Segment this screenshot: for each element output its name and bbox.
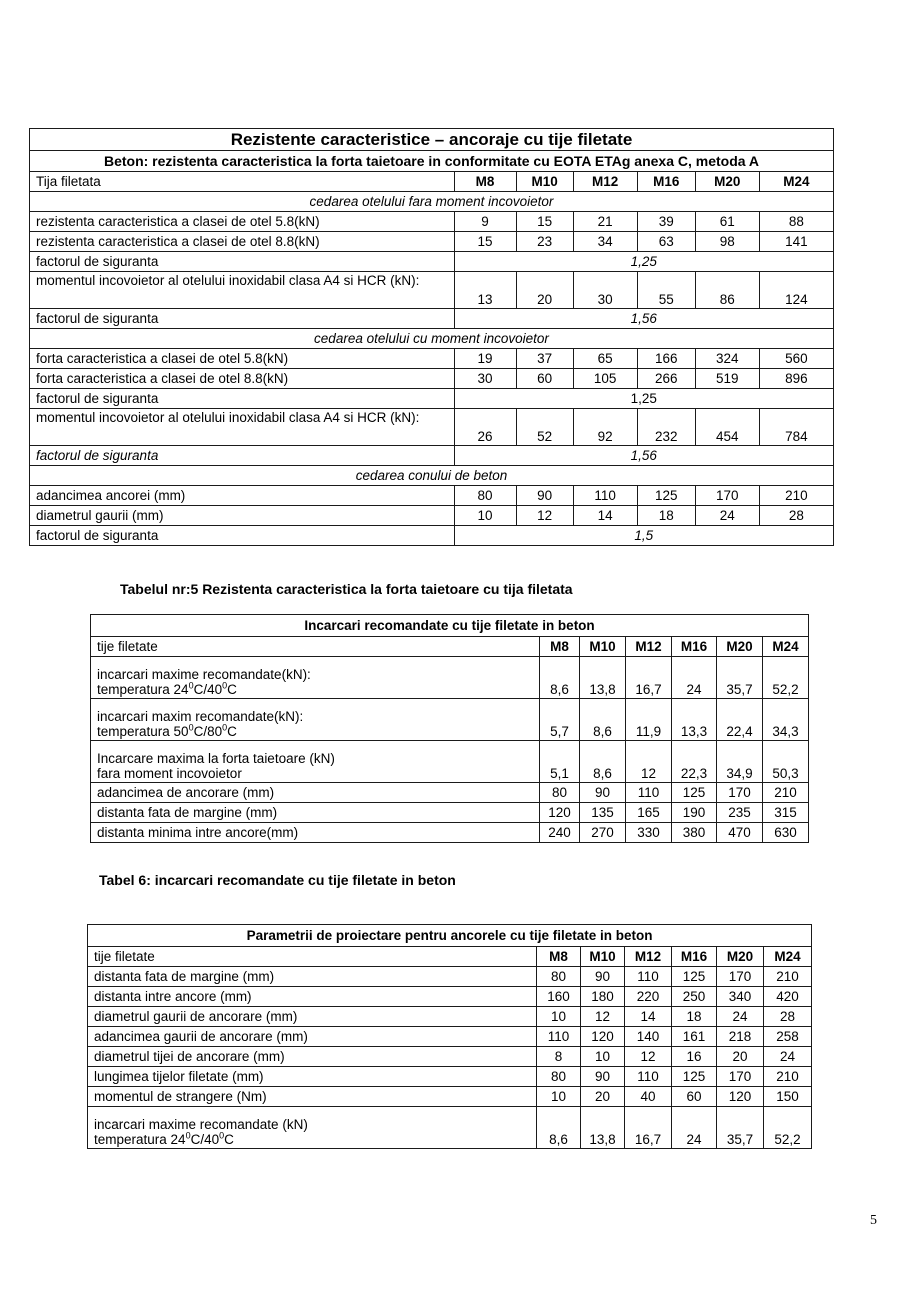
row-label: forta caracteristica a clasei de otel 8.8(kN) xyxy=(30,369,455,389)
cell: 20 xyxy=(581,1087,625,1107)
cell: 630 xyxy=(763,823,809,843)
degree-sup: 0 xyxy=(222,680,228,691)
cell: 80 xyxy=(537,967,581,987)
table-row xyxy=(91,741,809,783)
degree-sup: 0 xyxy=(188,680,194,691)
cell: 470 xyxy=(717,823,763,843)
degree-sup: 0 xyxy=(185,1130,191,1141)
label-line: fara moment incovoietor xyxy=(97,766,242,781)
cell: 9 xyxy=(454,212,516,232)
label-text: C/80 xyxy=(193,724,223,739)
col-m10: M10 xyxy=(516,172,573,192)
cell: 232 xyxy=(637,409,695,446)
label-line: incarcari maxim recomandate(kN): xyxy=(97,709,304,724)
cell: 5,7 xyxy=(540,699,580,741)
label-text: C xyxy=(227,682,237,697)
row-label xyxy=(91,741,540,783)
cell: 5,1 xyxy=(540,741,580,783)
cell: 24 xyxy=(672,1107,717,1149)
table-row xyxy=(91,657,809,699)
label-text: temperatura 24 xyxy=(94,1132,186,1147)
cell: 218 xyxy=(717,1027,764,1047)
cell: 92 xyxy=(573,409,637,446)
cell: 124 xyxy=(759,272,833,309)
label-text: C/40 xyxy=(193,682,223,697)
cell: 16,7 xyxy=(625,1107,672,1149)
cell: 120 xyxy=(540,803,580,823)
cell: 105 xyxy=(573,369,637,389)
cell: 12 xyxy=(581,1007,625,1027)
table-row xyxy=(30,232,834,252)
cell: 170 xyxy=(717,967,764,987)
label-text: C/40 xyxy=(190,1132,220,1147)
row-label: adancimea ancorei (mm) xyxy=(30,486,455,506)
cell: 12 xyxy=(625,1047,672,1067)
row-label: factorul de siguranta xyxy=(30,252,455,272)
safety-factor-value: 1,5 xyxy=(454,526,834,546)
table-row xyxy=(88,967,812,987)
cell: 180 xyxy=(581,987,625,1007)
table-row xyxy=(88,1107,812,1149)
cell: 120 xyxy=(717,1087,764,1107)
cell: 340 xyxy=(717,987,764,1007)
row-label: rezistenta caracteristica a clasei de otel 8.8(kN) xyxy=(30,232,455,252)
cell: 8 xyxy=(537,1047,581,1067)
col-m24: M24 xyxy=(759,172,833,192)
cell: 125 xyxy=(672,783,717,803)
cell: 110 xyxy=(626,783,672,803)
cell: 20 xyxy=(516,272,573,309)
cell: 24 xyxy=(764,1047,812,1067)
cell: 28 xyxy=(759,506,833,526)
cell: 141 xyxy=(759,232,833,252)
col-m8: M8 xyxy=(540,637,580,657)
col-m24: M24 xyxy=(763,637,809,657)
cell: 170 xyxy=(695,486,759,506)
cell: 26 xyxy=(454,409,516,446)
safety-factor-value: 1,56 xyxy=(454,309,834,329)
cell: 10 xyxy=(537,1087,581,1107)
cell: 80 xyxy=(454,486,516,506)
cell: 170 xyxy=(717,1067,764,1087)
cell: 250 xyxy=(672,987,717,1007)
label-text: temperatura 50 xyxy=(97,724,189,739)
cell: 135 xyxy=(580,803,626,823)
cell: 140 xyxy=(625,1027,672,1047)
row-label: lungimea tijelor filetate (mm) xyxy=(88,1067,537,1087)
cell: 210 xyxy=(764,967,812,987)
label-line: incarcari maxime recomandate (kN) xyxy=(94,1117,308,1132)
cell: 22,3 xyxy=(672,741,717,783)
cell: 210 xyxy=(759,486,833,506)
degree-sup: 0 xyxy=(188,722,194,733)
cell: 210 xyxy=(764,1067,812,1087)
label-text: C xyxy=(227,724,237,739)
table-row xyxy=(91,699,809,741)
label-line xyxy=(94,1132,530,1147)
cell: 125 xyxy=(637,486,695,506)
row-label: momentul incovoietor al otelului inoxidabil clasa A4 si HCR (kN): xyxy=(30,272,455,309)
cell: 380 xyxy=(672,823,717,843)
table-row xyxy=(30,252,834,272)
col-m10: M10 xyxy=(581,947,625,967)
cell: 21 xyxy=(573,212,637,232)
cell: 14 xyxy=(625,1007,672,1027)
cell: 24 xyxy=(717,1007,764,1027)
safety-factor-value: 1,56 xyxy=(454,446,834,466)
cell: 240 xyxy=(540,823,580,843)
safety-factor-value: 1,25 xyxy=(454,252,834,272)
cell: 52,2 xyxy=(763,657,809,699)
recommended-loads-table xyxy=(90,614,809,843)
cell: 80 xyxy=(537,1067,581,1087)
table-row xyxy=(91,783,809,803)
cell: 34 xyxy=(573,232,637,252)
col-m12: M12 xyxy=(626,637,672,657)
cell: 110 xyxy=(537,1027,581,1047)
cell: 14 xyxy=(573,506,637,526)
cell: 65 xyxy=(573,349,637,369)
col-m16: M16 xyxy=(672,947,717,967)
row-label: factorul de siguranta xyxy=(30,309,455,329)
row-label: momentul de strangere (Nm) xyxy=(88,1087,537,1107)
cell: 28 xyxy=(764,1007,812,1027)
table-row xyxy=(88,1087,812,1107)
cell: 16,7 xyxy=(626,657,672,699)
cell: 13 xyxy=(454,272,516,309)
header-label: tije filetate xyxy=(88,947,537,967)
cell: 52 xyxy=(516,409,573,446)
cell: 8,6 xyxy=(537,1107,581,1149)
cell: 110 xyxy=(625,1067,672,1087)
cell: 98 xyxy=(695,232,759,252)
cell: 35,7 xyxy=(717,1107,764,1149)
cell: 24 xyxy=(695,506,759,526)
cell: 22,4 xyxy=(717,699,763,741)
table-title: Rezistente caracteristice – ancoraje cu tije filetate xyxy=(30,129,834,151)
cell: 13,3 xyxy=(672,699,717,741)
table-row xyxy=(91,823,809,843)
row-label: diametrul gaurii (mm) xyxy=(30,506,455,526)
cell: 166 xyxy=(637,349,695,369)
row-label: factorul de siguranta xyxy=(30,526,455,546)
cell: 165 xyxy=(626,803,672,823)
cell: 55 xyxy=(637,272,695,309)
row-label: distanta minima intre ancore(mm) xyxy=(91,823,540,843)
degree-sup: 0 xyxy=(219,1130,225,1141)
row-label xyxy=(91,657,540,699)
row-label: distanta fata de margine (mm) xyxy=(88,967,537,987)
col-m8: M8 xyxy=(537,947,581,967)
row-label: forta caracteristica a clasei de otel 5.8(kN) xyxy=(30,349,455,369)
cell: 16 xyxy=(672,1047,717,1067)
cell: 90 xyxy=(581,967,625,987)
cell: 266 xyxy=(637,369,695,389)
cell: 24 xyxy=(672,657,717,699)
row-label xyxy=(91,699,540,741)
cell: 150 xyxy=(764,1087,812,1107)
cell: 90 xyxy=(580,783,626,803)
safety-factor-value: 1,25 xyxy=(454,389,834,409)
cell: 52,2 xyxy=(764,1107,812,1149)
cell: 61 xyxy=(695,212,759,232)
table-row xyxy=(30,212,834,232)
cell: 420 xyxy=(764,987,812,1007)
cell: 63 xyxy=(637,232,695,252)
cell: 60 xyxy=(672,1087,717,1107)
row-label: factorul de siguranta xyxy=(30,389,455,409)
col-m24: M24 xyxy=(764,947,812,967)
table-row xyxy=(30,409,834,446)
row-label: factorul de siguranta xyxy=(30,446,455,466)
cell: 13,8 xyxy=(581,1107,625,1149)
cell: 11,9 xyxy=(626,699,672,741)
header-row xyxy=(91,637,809,657)
cell: 784 xyxy=(759,409,833,446)
cell: 13,8 xyxy=(580,657,626,699)
row-label xyxy=(88,1107,537,1149)
header-row xyxy=(88,947,812,967)
table-row xyxy=(30,309,834,329)
section-heading: cedarea otelului cu moment incovoietor xyxy=(30,329,834,349)
cell: 37 xyxy=(516,349,573,369)
table-row xyxy=(88,1027,812,1047)
cell: 125 xyxy=(672,1067,717,1087)
characteristic-resistance-table xyxy=(29,128,834,546)
table-row xyxy=(30,486,834,506)
cell: 330 xyxy=(626,823,672,843)
cell: 315 xyxy=(763,803,809,823)
cell: 190 xyxy=(672,803,717,823)
cell: 110 xyxy=(573,486,637,506)
cell: 80 xyxy=(540,783,580,803)
table-row xyxy=(88,1067,812,1087)
row-label: momentul incovoietor al otelului inoxidabil clasa A4 si HCR (kN): xyxy=(30,409,455,446)
cell: 560 xyxy=(759,349,833,369)
cell: 8,6 xyxy=(580,741,626,783)
cell: 519 xyxy=(695,369,759,389)
header-label: tije filetate xyxy=(91,637,540,657)
col-m12: M12 xyxy=(573,172,637,192)
cell: 324 xyxy=(695,349,759,369)
cell: 170 xyxy=(717,783,763,803)
col-m20: M20 xyxy=(717,947,764,967)
cell: 34,9 xyxy=(717,741,763,783)
table-row xyxy=(30,369,834,389)
label-line xyxy=(97,724,533,739)
table-row xyxy=(30,446,834,466)
cell: 88 xyxy=(759,212,833,232)
table-row xyxy=(30,506,834,526)
table-row xyxy=(30,272,834,309)
cell: 270 xyxy=(580,823,626,843)
table-row xyxy=(30,389,834,409)
cell: 161 xyxy=(672,1027,717,1047)
table-title: Incarcari recomandate cu tije filetate in beton xyxy=(91,615,809,637)
col-m8: M8 xyxy=(454,172,516,192)
table-row xyxy=(30,526,834,546)
cell: 60 xyxy=(516,369,573,389)
cell: 220 xyxy=(625,987,672,1007)
cell: 30 xyxy=(573,272,637,309)
cell: 19 xyxy=(454,349,516,369)
col-m10: M10 xyxy=(580,637,626,657)
label-line xyxy=(97,682,533,697)
row-label: adancimea de ancorare (mm) xyxy=(91,783,540,803)
label-line: Incarcare maxima la forta taietoare (kN) xyxy=(97,751,335,766)
cell: 10 xyxy=(454,506,516,526)
col-m20: M20 xyxy=(717,637,763,657)
cell: 235 xyxy=(717,803,763,823)
cell: 20 xyxy=(717,1047,764,1067)
cell: 12 xyxy=(516,506,573,526)
cell: 210 xyxy=(763,783,809,803)
label-line: incarcari maxime recomandate(kN): xyxy=(97,667,311,682)
row-label: diametrul gaurii de ancorare (mm) xyxy=(88,1007,537,1027)
row-label: distanta intre ancore (mm) xyxy=(88,987,537,1007)
cell: 40 xyxy=(625,1087,672,1107)
design-parameters-table xyxy=(87,924,812,1149)
cell: 86 xyxy=(695,272,759,309)
section-heading: cedarea conului de beton xyxy=(30,466,834,486)
cell: 35,7 xyxy=(717,657,763,699)
cell: 10 xyxy=(537,1007,581,1027)
table-row xyxy=(88,1047,812,1067)
label-text: C xyxy=(224,1132,234,1147)
cell: 8,6 xyxy=(580,699,626,741)
cell: 23 xyxy=(516,232,573,252)
cell: 15 xyxy=(454,232,516,252)
row-label: adancimea gaurii de ancorare (mm) xyxy=(88,1027,537,1047)
col-m16: M16 xyxy=(672,637,717,657)
cell: 34,3 xyxy=(763,699,809,741)
col-m12: M12 xyxy=(625,947,672,967)
table-caption: Tabelul nr:5 Rezistenta caracteristica la forta taietoare cu tija filetata xyxy=(120,581,573,597)
table-row xyxy=(91,803,809,823)
table-subtitle: Beton: rezistenta caracteristica la forta taietoare in conformitate cu EOTA ETAg anexa C, metoda A xyxy=(30,151,834,172)
page-number: 5 xyxy=(870,1213,877,1228)
cell: 50,3 xyxy=(763,741,809,783)
cell: 258 xyxy=(764,1027,812,1047)
cell: 18 xyxy=(672,1007,717,1027)
cell: 15 xyxy=(516,212,573,232)
cell: 90 xyxy=(581,1067,625,1087)
row-label: distanta fata de margine (mm) xyxy=(91,803,540,823)
cell: 10 xyxy=(581,1047,625,1067)
table-title: Parametrii de proiectare pentru ancorele cu tije filetate in beton xyxy=(88,925,812,947)
table-row xyxy=(88,1007,812,1027)
table-row xyxy=(88,987,812,1007)
cell: 120 xyxy=(581,1027,625,1047)
row-label: rezistenta caracteristica a clasei de otel 5.8(kN) xyxy=(30,212,455,232)
cell: 30 xyxy=(454,369,516,389)
cell: 12 xyxy=(626,741,672,783)
cell: 125 xyxy=(672,967,717,987)
cell: 18 xyxy=(637,506,695,526)
section-heading: cedarea otelului fara moment incovoietor xyxy=(30,192,834,212)
cell: 39 xyxy=(637,212,695,232)
header-label: Tija filetata xyxy=(30,172,455,192)
row-label: diametrul tijei de ancorare (mm) xyxy=(88,1047,537,1067)
col-m16: M16 xyxy=(637,172,695,192)
cell: 8,6 xyxy=(540,657,580,699)
cell: 110 xyxy=(625,967,672,987)
label-text: temperatura 24 xyxy=(97,682,189,697)
cell: 454 xyxy=(695,409,759,446)
degree-sup: 0 xyxy=(222,722,228,733)
cell: 160 xyxy=(537,987,581,1007)
header-row xyxy=(30,172,834,192)
cell: 896 xyxy=(759,369,833,389)
col-m20: M20 xyxy=(695,172,759,192)
table-row xyxy=(30,349,834,369)
table-caption: Tabel 6: incarcari recomandate cu tije filetate in beton xyxy=(99,872,456,888)
cell: 90 xyxy=(516,486,573,506)
